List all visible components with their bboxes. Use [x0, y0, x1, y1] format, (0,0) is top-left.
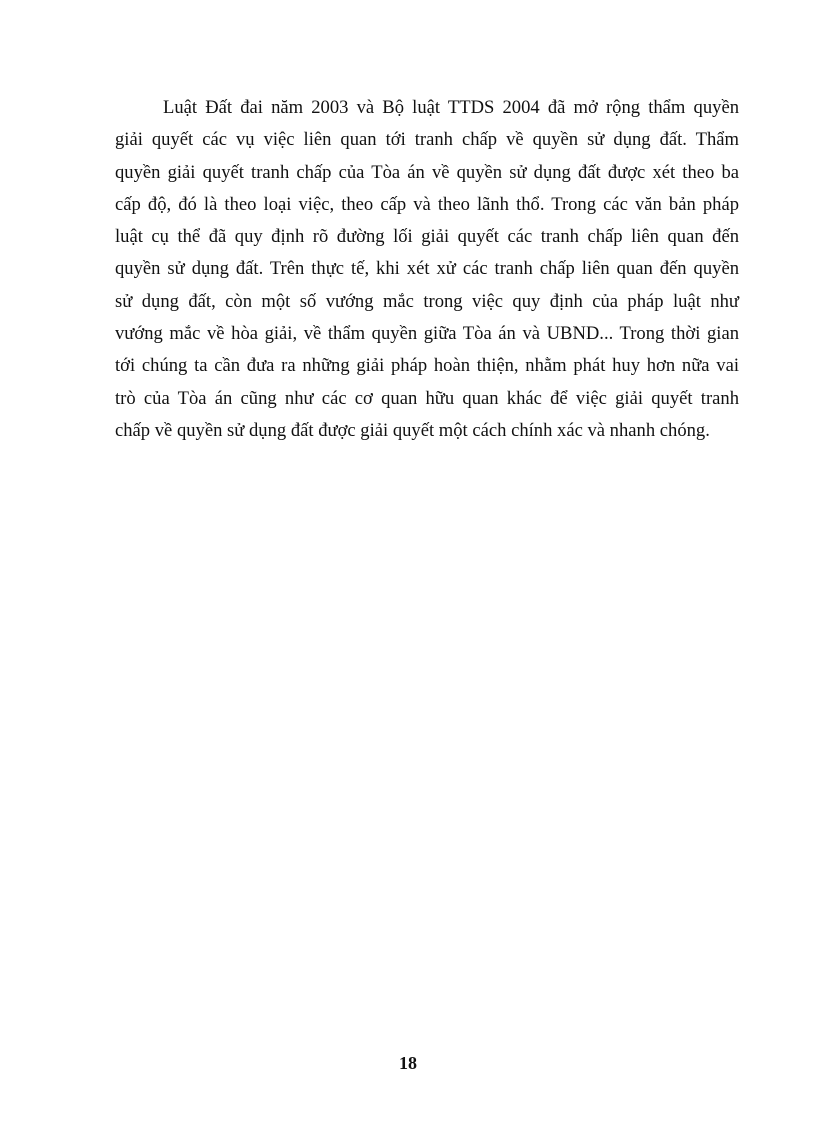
paragraph-line: chấp về quyền sử dụng đất được giải quyết một cách chính xác và nhanh chóng. [115, 419, 710, 441]
paragraph-line: vướng mắc về hòa giải, về thẩm quyền giữa Tòa án và UBND... Trong thời gian [115, 323, 739, 345]
paragraph-line: quyền giải quyết tranh chấp của Tòa án về quyền sử dụng đất được xét theo ba [115, 161, 739, 183]
paragraph-line: Luật Đất đai năm 2003 và Bộ luật TTDS 2004 đã mở rộng thẩm quyền [163, 97, 739, 118]
paragraph-line: sử dụng đất, còn một số vướng mắc trong việc quy định của pháp luật như [115, 290, 739, 312]
paragraph-line: trò của Tòa án cũng như các cơ quan hữu quan khác để việc giải quyết tranh [115, 387, 739, 409]
page-number: 18 [399, 1053, 417, 1073]
paragraph-line: cấp độ, đó là theo loại việc, theo cấp và theo lãnh thổ. Trong các văn bản pháp [115, 193, 739, 215]
paragraph-line: quyền sử dụng đất. Trên thực tế, khi xét xử các tranh chấp liên quan đến quyền [115, 258, 739, 280]
paragraph-line: giải quyết các vụ việc liên quan tới tranh chấp về quyền sử dụng đất. Thẩm [115, 129, 739, 151]
paragraph-line: luật cụ thể đã quy định rõ đường lối giải quyết các tranh chấp liên quan đến [115, 226, 739, 248]
paragraph-line: tới chúng ta cần đưa ra những giải pháp hoàn thiện, nhằm phát huy hơn nữa vai [115, 355, 739, 377]
body-paragraph [115, 92, 739, 447]
